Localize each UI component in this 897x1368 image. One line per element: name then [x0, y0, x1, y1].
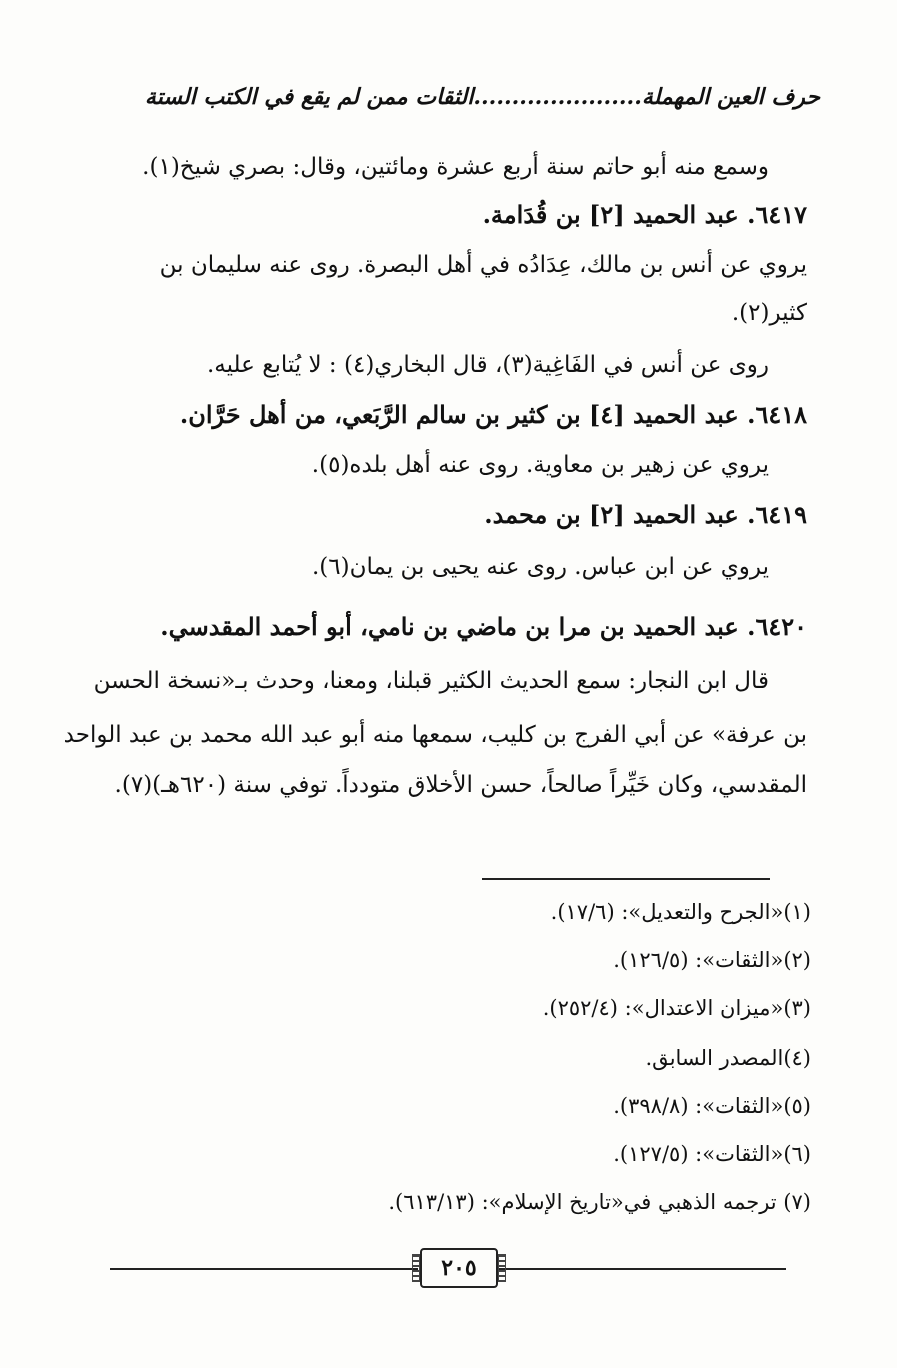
footnote: (٣)«ميزان الاعتدال»: (٢٥٢/٤).: [542, 996, 811, 1020]
text-line: يروي عن ابن عباس. روى عنه يحيى بن يمان(٦).: [312, 554, 769, 580]
footnote: (٦)«الثقات»: (١٢٧/٥).: [613, 1142, 811, 1166]
footnote: (٢)«الثقات»: (١٢٦/٥).: [613, 948, 811, 972]
page-number-box: [420, 1248, 498, 1288]
footnote: (٥)«الثقات»: (٣٩٨/٨).: [613, 1094, 811, 1118]
entry-heading: ٦٤١٨. عبد الحميد [٤] بن كثير بن سالم الرَّبَعي، من أهل حَرَّان.: [179, 400, 807, 429]
footer-rule-right: [496, 1268, 786, 1270]
footnote-separator: [482, 878, 770, 880]
footnote: (٧) ترجمه الذهبي في«تاريخ الإسلام»: (٦١٣/١٣).: [388, 1190, 811, 1214]
entry-heading: ٦٤٢٠. عبد الحميد بن مرا بن ماضي بن نامي، أبو أحمد المقدسي.: [160, 612, 807, 641]
page-number: ٢٠٥: [441, 1255, 477, 1281]
text-line: كثير(٢).: [731, 300, 807, 326]
text-line: قال ابن النجار: سمع الحديث الكثير قبلنا، ومعنا، وحدث بـ«نسخة الحسن: [93, 668, 769, 694]
text-line: روى عن أنس في الفَاغِية(٣)، قال البخاري(٤) : لا يُتابع عليه.: [206, 352, 769, 378]
footnote: (٤)المصدر السابق.: [645, 1046, 811, 1070]
running-header: حرف العين المهملة......................الثقات ممن لم يقع في الكتب الستة: [144, 84, 820, 110]
entry-heading: ٦٤١٧. عبد الحميد [٢] بن قُدَامة.: [482, 200, 807, 229]
text-line: بن عرفة» عن أبي الفرج بن كليب، سمعها منه أبو عبد الله محمد بن عبد الواحد: [63, 722, 807, 748]
text-line: يروي عن زهير بن معاوية. روى عنه أهل بلده(٥).: [311, 452, 769, 478]
footnote: (١)«الجرح والتعديل»: (١٧/٦).: [550, 900, 811, 924]
text-line: وسمع منه أبو حاتم سنة أربع عشرة ومائتين، وقال: بصري شيخ(١).: [142, 154, 769, 180]
entry-heading: ٦٤١٩. عبد الحميد [٢] بن محمد.: [484, 500, 807, 529]
text-line: يروي عن أنس بن مالك، عِدَادُه في أهل البصرة. روى عنه سليمان بن: [159, 252, 807, 278]
footer-rule-left: [110, 1268, 418, 1270]
text-line: المقدسي، وكان خَيِّراً صالحاً، حسن الأخلاق متودداً. توفي سنة (٦٢٠هـ)(٧).: [114, 772, 807, 798]
